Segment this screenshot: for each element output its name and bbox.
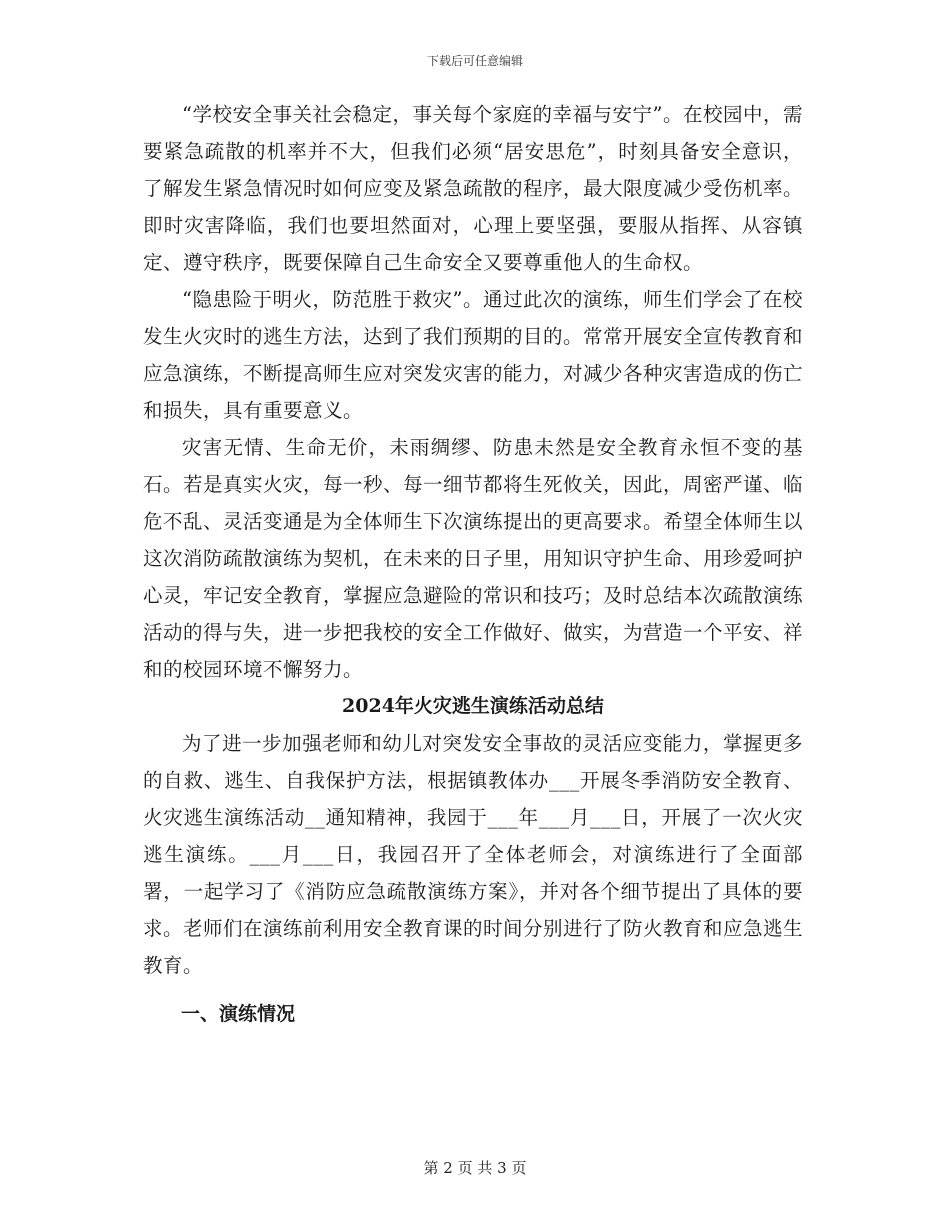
page-header: 下载后可任意编辑: [426, 54, 523, 68]
paragraph-disaster-ruthless: 灾害无情、生命无价，未雨绸缪、防患未然是安全教育永恒不变的基石。若是真实火灾，每一秒、每一细节都将生死攸关，因此，周密严谨、临危不乱、灵活变通是为全体师生下次演练提出的更高要求。希望全体师生以这次消防疏散演练为契机，在未来的日子里，用知识守护生命、用珍爱呵护心灵，牢记安全教育，掌握应急避险的常识和技巧；及时总结本次疏散演练活动的得与失，进一步把我校的安全工作做好、做实，为营造一个平安、祥和的校园环境不懈努力。: [143, 436, 804, 681]
document-title: 2024年火灾逃生演练活动总结: [342, 695, 604, 717]
document-body: [143, 96, 803, 1033]
page-footer: 第 2 页 共 3 页: [423, 1159, 527, 1177]
paragraph-drill-intro: 为了进一步加强老师和幼儿对突发安全事故的灵活应变能力，掌握更多的自救、逃生、自我保护方法，根据镇教体办___开展冬季消防安全教育、火灾逃生演练活动__通知精神，我园于___年___月___日，开展了一次火灾逃生演练。___月___日，我园召开了全体老师会，对演练进行了全面部署，一起学习了《消防应急疏散演练方案》，并对各个细节提出了具体的要求。老师们在演练前利用安全教育课的时间分别进行了防火教育和应急逃生教育。: [143, 732, 804, 977]
section-heading: 一、演练情况: [181, 1003, 296, 1025]
paragraph-hidden-danger: “隐患险于明火，防范胜于救灾”。通过此次的演练，师生们学会了在校发生火灾时的逃生方法，达到了我们预期的目的。常常开展安全宣传教育和应急演练，不断提高师生应对突发灾害的能力，对减少各种灾害造成的伤亡和损失，具有重要意义。: [143, 288, 804, 422]
paragraph-school-safety: “学校安全事关社会稳定，事关每个家庭的幸福与安宁”。在校园中，需要紧急疏散的机率并不大，但我们必须“居安思危”，时刻具备安全意识，了解发生紧急情况时如何应变及紧急疏散的程序，最大限度减少受伤机率。即时灾害降临，我们也要坦然面对，心理上要坚强，要服从指挥、从容镇定、遵守秩序，既要保障自己生命安全又要尊重他人的生命权。: [143, 103, 804, 274]
